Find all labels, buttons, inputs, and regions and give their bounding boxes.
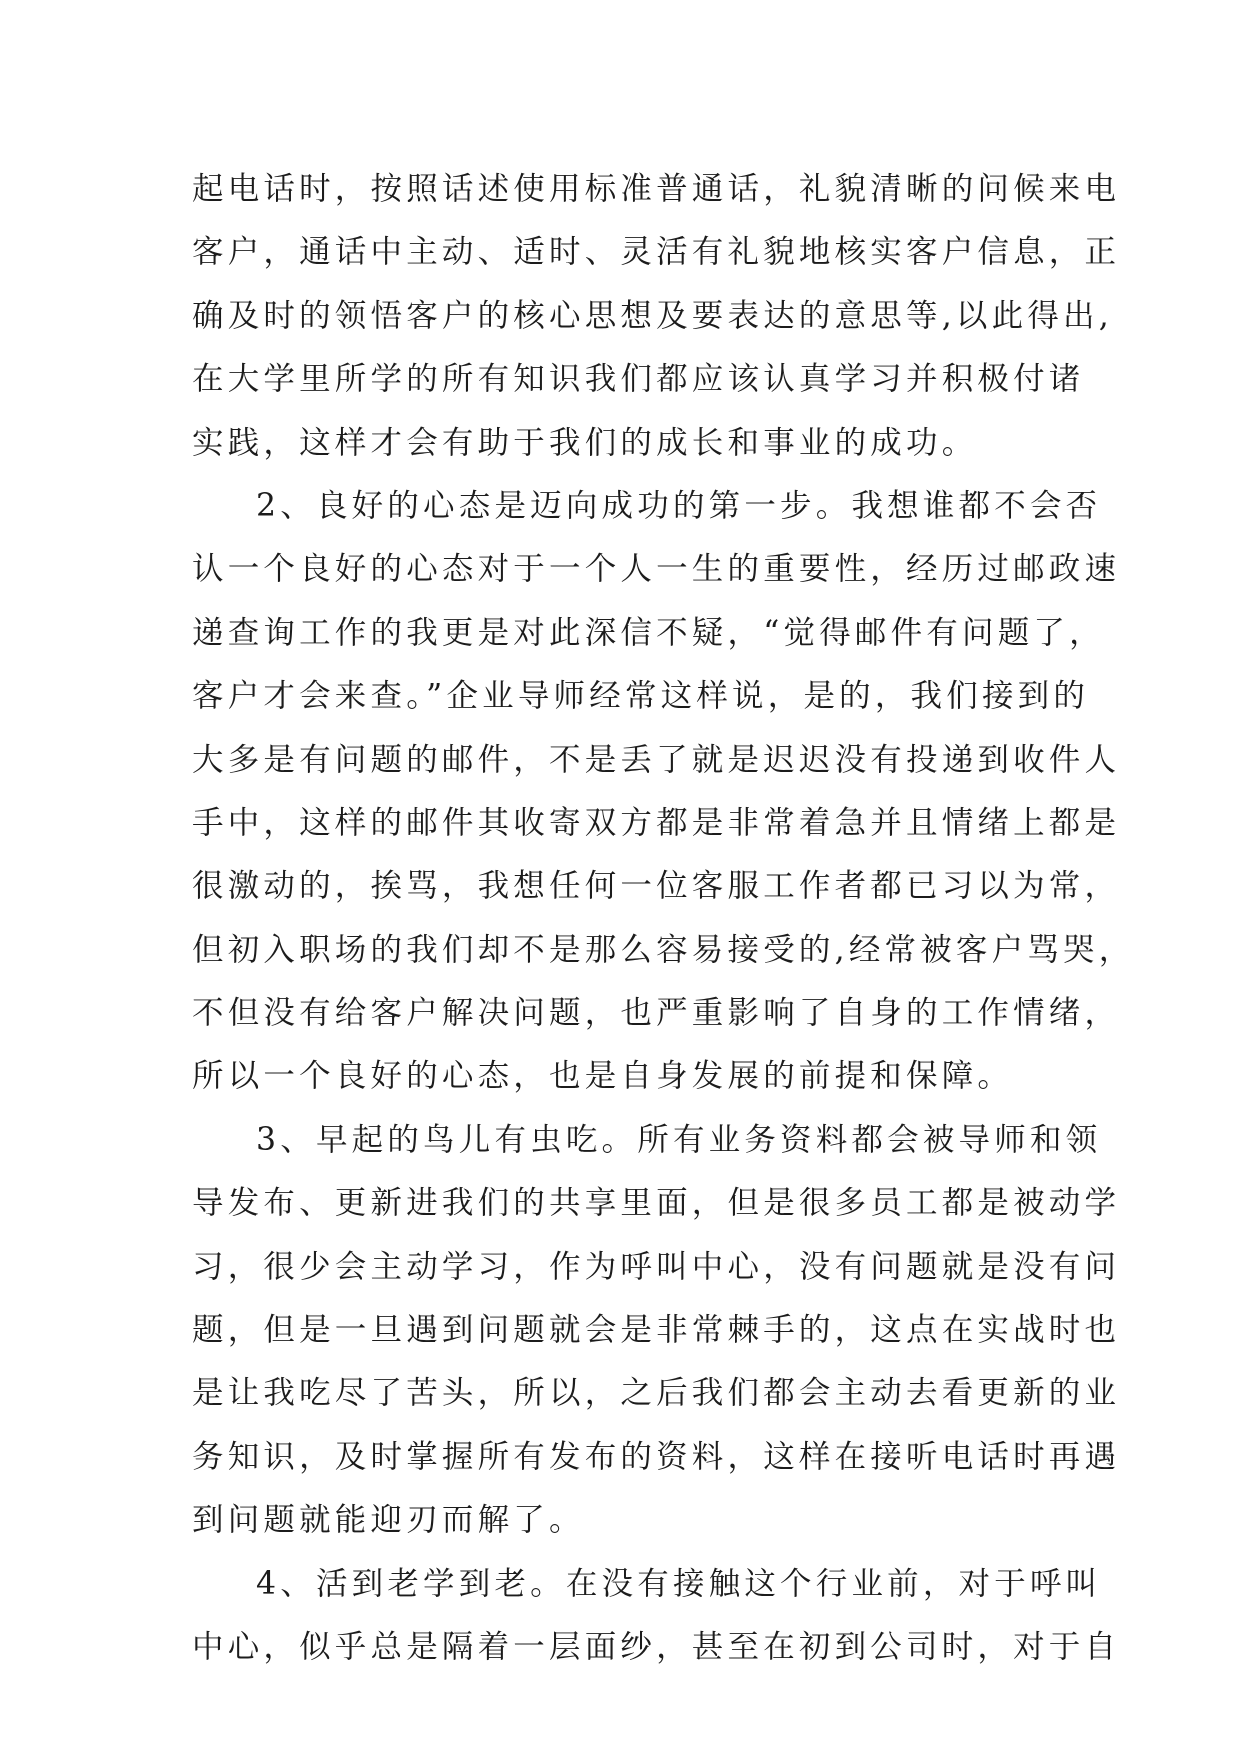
text-line: 务知识，及时掌握所有发布的资料，这样在接听电话时再遇 [192, 1438, 1121, 1475]
text-line: 认一个良好的心态对于一个人一生的重要性，经历过邮政速 [192, 551, 1121, 588]
text-line: 大多是有问题的邮件，不是丢了就是迟迟没有投递到收件人 [192, 741, 1121, 778]
text-line: 很激动的，挨骂，我想任何一位客服工作者都已习以为常， [192, 868, 1121, 905]
text-line: 起电话时，按照话述使用标准普通话，礼貌清晰的问候来电 [192, 171, 1121, 207]
document-body [192, 158, 1135, 1679]
paragraph-first-line: 3、早起的鸟儿有虫吃。所有业务资料都会被导师和领 [256, 1121, 1102, 1158]
text-line: 不但没有给客户解决问题，也严重影响了自身的工作情绪， [192, 995, 1121, 1032]
text-line: 所以一个良好的心态，也是自身发展的前提和保障。 [192, 1058, 1014, 1095]
text-line: 是让我吃尽了苦头，所以，之后我们都会主动去看更新的业 [192, 1375, 1121, 1412]
text-line: 题，但是一旦遇到问题就会是非常棘手的，这点在实战时也 [192, 1312, 1121, 1349]
text-line: 导发布、更新进我们的共享里面，但是很多员工都是被动学 [192, 1185, 1121, 1222]
text-line: 习，很少会主动学习，作为呼叫中心，没有问题就是没有问 [192, 1248, 1121, 1285]
text-line: 手中，这样的邮件其收寄双方都是非常着急并且情绪上都是 [192, 804, 1121, 841]
paragraph-first-line: 4、活到老学到老。在没有接触这个行业前，对于呼叫 [256, 1565, 1102, 1602]
text-line: 确及时的领悟客户的核心思想及要表达的意思等,以此得出, [192, 297, 1113, 334]
text-line: 在大学里所学的所有知识我们都应该认真学习并积极付诸 [192, 361, 1085, 398]
text-line: 但初入职场的我们却不是那么容易接受的,经常被客户骂哭， [192, 931, 1135, 968]
text-line: 递查询工作的我更是对此深信不疑，“觉得邮件有问题了， [192, 614, 1105, 651]
text-line: 客户才会来查。”企业导师经常这样说，是的，我们接到的 [192, 678, 1090, 715]
paragraph-first-line: 2、良好的心态是迈向成功的第一步。我想谁都不会否 [256, 487, 1102, 524]
text-line: 实践，这样才会有助于我们的成长和事业的成功。 [192, 424, 978, 461]
text-line: 中心，似乎总是隔着一层面纱，甚至在初到公司时，对于自 [192, 1628, 1121, 1665]
text-line: 到问题就能迎刃而解了。 [192, 1502, 585, 1539]
text-line: 客户，通话中主动、适时、灵活有礼貌地核实客户信息，正 [192, 234, 1121, 271]
